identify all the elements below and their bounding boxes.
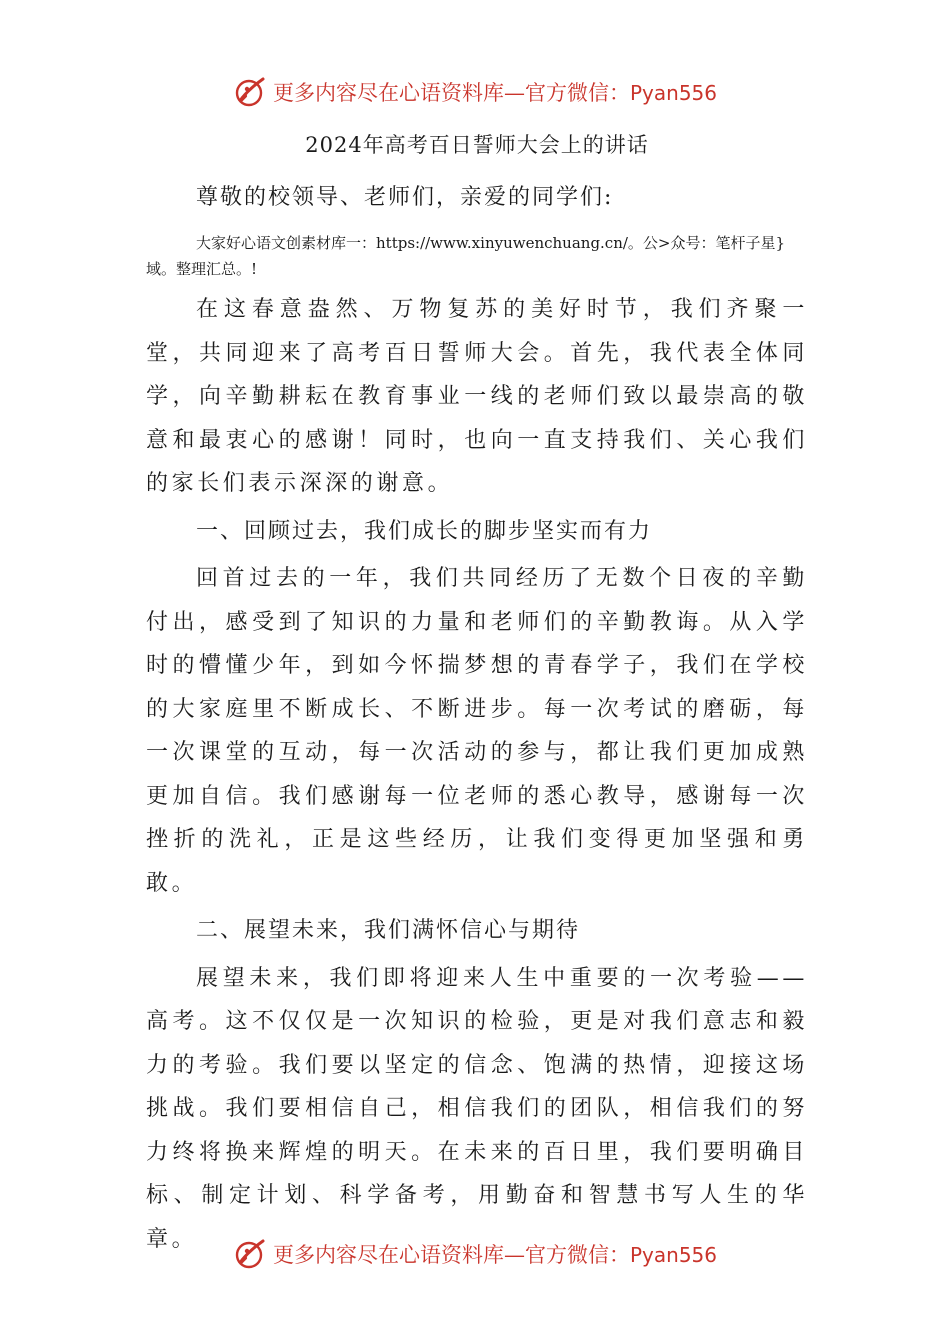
document-body	[146, 120, 808, 1261]
banner-text: 更多内容尽在心语资料库—官方微信：Pyan556	[272, 81, 717, 105]
footer-banner	[0, 1234, 950, 1274]
brush-logo-icon	[233, 74, 269, 110]
banner-text: 更多内容尽在心语资料库—官方微信：Pyan556	[272, 1243, 717, 1267]
source-note: 大家好心语文创素材库一：https://www.xinyuwenchuang.cn/。公>众号：笔杆子星}域。整理汇总。!	[146, 234, 786, 278]
section-heading-2: 二、展望未来，我们满怀信心与期待	[196, 918, 581, 943]
salutation: 尊敬的校领导、老师们，亲爱的同学们:	[196, 185, 614, 210]
document-title: 2024年高考百日誓师大会上的讲话	[305, 133, 649, 157]
paragraph-2: 回首过去的一年，我们共同经历了无数个日夜的辛勤付出，感受到了知识的力量和老师们的辛勤教诲。从入学时的懵懂少年，到如今怀揣梦想的青春学子，我们在学校的大家庭里不断成长、不断进步。每一次考试的磨砺，每一次课堂的互动，每一次活动的参与，都让我们更加成熟更加自信。我们感谢每一位老师的悉心教导，感谢每一次挫折的洗礼，正是这些经历，让我们变得更加坚强和勇敢。	[146, 566, 808, 896]
header-banner	[0, 72, 950, 112]
brush-logo-icon	[233, 1236, 269, 1272]
paragraph-1: 在这春意盎然、万物复苏的美好时节，我们齐聚一堂，共同迎来了高考百日誓师大会。首先，我代表全体同学，向辛勤耕耘在教育事业一线的老师们致以最崇高的敬意和最衷心的感谢！同时，也向一直支持我们、关心我们的家长们表示深深的谢意。	[146, 297, 808, 496]
section-heading-1: 一、回顾过去，我们成长的脚步坚实而有力	[196, 518, 653, 544]
paragraph-3: 展望未来，我们即将迎来人生中重要的一次考验——高考。这不仅仅是一次知识的检验，更是对我们意志和毅力的考验。我们要以坚定的信念、饱满的热情，迎接这场挑战。我们要相信自己，相信我们的团队，相信我们的努力终将换来辉煌的明天。在未来的百日里，我们要明确目标、制定计划、科学备考，用勤奋和智慧书写人生的华章。	[146, 965, 808, 1252]
